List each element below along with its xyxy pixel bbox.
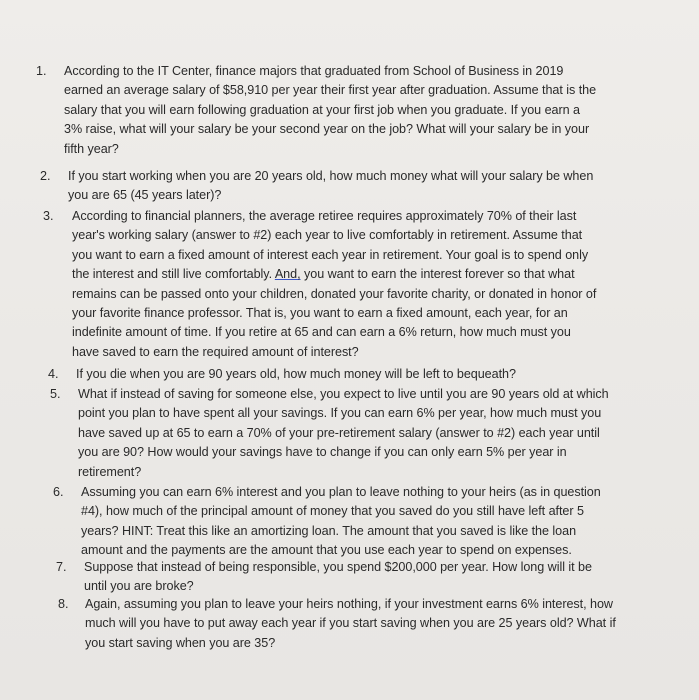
question-number: 2.	[40, 169, 51, 183]
question-text-line: point you plan to have spent all your savings. If you can earn 6% per year, how much must you	[78, 406, 602, 421]
question-1	[36, 62, 596, 159]
question-text-line: What if instead of saving for someone else, you expect to live until you are 90 years old at which	[78, 387, 609, 401]
question-text-line: you are 65 (45 years later)?	[68, 188, 222, 203]
question-text-line: Suppose that instead of being responsible, you spend $200,000 per year. How long will it be	[84, 560, 592, 574]
question-text-fragment: the interest and still live comfortably.	[72, 267, 273, 282]
question-number: 7.	[56, 560, 67, 574]
question-text-line: your favorite finance professor. That is, you want to earn a fixed amount, each year, for an	[72, 306, 568, 321]
question-text-line: fifth year?	[64, 141, 119, 156]
question-text-line: If you die when you are 90 years old, how much money will be left to bequeath?	[76, 367, 516, 381]
question-text-line: #4), how much of the principal amount of money that you saved do you still have left after 5	[81, 504, 584, 519]
question-4	[48, 365, 516, 384]
question-number: 5.	[50, 387, 61, 401]
question-text-line: years? HINT: Treat this like an amortizing loan. The amount that you saved is like the loan	[81, 523, 577, 538]
question-text-line: According to financial planners, the average retiree requires approximately 70% of their last	[72, 209, 577, 223]
question-text-line: much will you have to put away each year if you start saving when you are 25 years old? What if	[85, 616, 616, 631]
question-text-line: remains can be passed onto your children, donated your favorite charity, or donated in honor of	[72, 286, 597, 301]
question-2	[40, 167, 593, 206]
question-number: 3.	[43, 209, 54, 223]
question-text-line: have saved up at 65 to earn a 70% of your pre-retirement salary (answer to #2) each year until	[78, 425, 600, 440]
question-text-line: have saved to earn the required amount of interest?	[72, 344, 359, 359]
question-text-line: According to the IT Center, finance majors that graduated from School of Business in 2019	[64, 64, 564, 78]
question-text-line: retirement?	[78, 464, 142, 479]
question-number: 8.	[58, 597, 69, 611]
question-text-line: 3% raise, what will your salary be your second year on the job? What will your salary be in your	[64, 122, 590, 137]
question-text-fragment: you want to earn the interest forever so that what	[304, 267, 575, 282]
question-text-line	[72, 265, 596, 284]
question-text-line: Again, assuming you plan to leave your heirs nothing, if your investment earns 6% interest, how	[85, 597, 613, 611]
question-number: 1.	[36, 64, 47, 78]
question-6	[53, 483, 601, 561]
question-text-line: amount and the payments are the amount that you use each year to spend on expenses.	[81, 543, 572, 558]
question-7	[56, 558, 592, 597]
question-text-line: you start saving when you are 35?	[85, 635, 276, 650]
question-number: 6.	[53, 485, 64, 499]
question-text-line: until you are broke?	[84, 579, 194, 594]
question-text-line: salary that you will earn following graduation at your first job when you graduate. If you earn a	[64, 102, 580, 117]
question-3	[43, 207, 596, 362]
question-text-line: earned an average salary of $58,910 per year their first year after graduation. Assume that is the	[64, 83, 597, 98]
question-text-line: you are 90? How would your savings have to change if you can only earn 5% per year in	[78, 445, 567, 460]
question-8	[58, 595, 616, 653]
question-text-line: year's working salary (answer to #2) each year to live comfortably in retirement. Assume that	[72, 228, 583, 243]
question-text-line: If you start working when you are 20 years old, how much money what will your salary be when	[68, 169, 594, 183]
question-5	[50, 385, 609, 482]
question-text-line: you want to earn a fixed amount of interest each year in retirement. Your goal is to spend only	[72, 247, 589, 262]
question-number: 4.	[48, 367, 59, 381]
underlined-word: And,	[274, 267, 301, 282]
question-text-line: indefinite amount of time. If you retire at 65 and can earn a 6% return, how much must you	[72, 325, 571, 340]
question-text-line: Assuming you can earn 6% interest and you plan to leave nothing to your heirs (as in question	[81, 485, 601, 499]
